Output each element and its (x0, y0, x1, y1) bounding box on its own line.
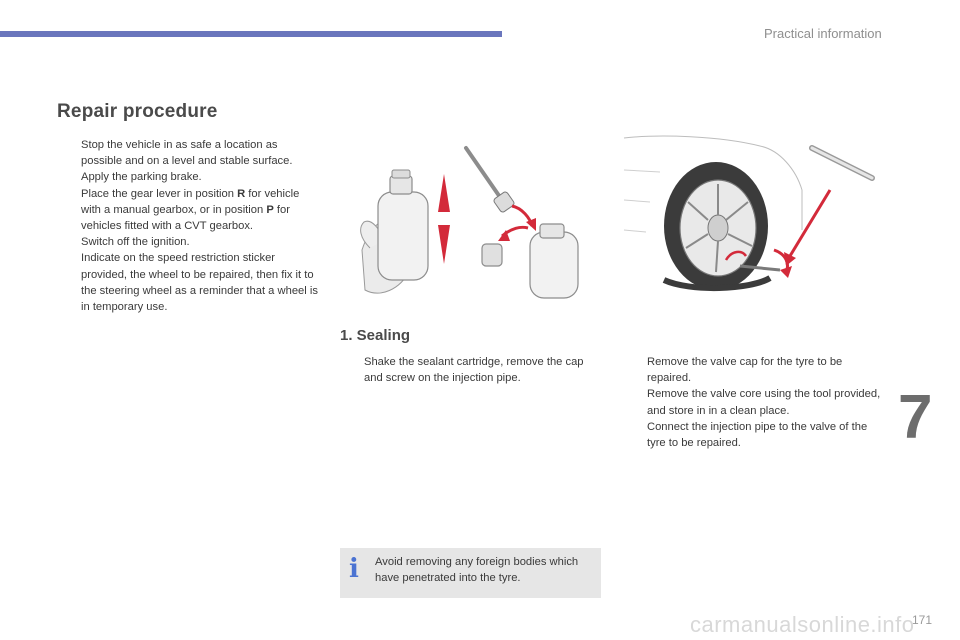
sealant-cartridge-illustration (340, 130, 598, 300)
repair-steps-list (59, 137, 321, 315)
sealing-heading: 1. Sealing (340, 327, 411, 344)
list-item: Remove the valve cap for the tyre to be repaired. (647, 356, 843, 385)
sealing-steps-right (625, 354, 885, 451)
chapter-number: 7 (898, 383, 933, 452)
header-accent-bar (0, 31, 502, 37)
list-item: Switch off the ignition. (81, 236, 190, 249)
list-item: Stop the vehicle in as safe a location as possible and on a level and stable surface. (81, 139, 293, 168)
info-note-text: Avoid removing any foreign bodies which have penetrated into the tyre. (375, 556, 579, 584)
list-item: Shake the sealant cartridge, remove the cap and screw on the injection pipe. (364, 356, 584, 385)
watermark: carmanualsonline.info (690, 612, 915, 637)
wheel-valve-illustration (620, 130, 880, 300)
list-item: Remove the valve core using the tool provided, and store in in a clean place. (647, 388, 881, 417)
list-item: Apply the parking brake. (81, 171, 202, 184)
list-item: Place the gear lever in position R for vehicle with a manual gearbox, or in position P for vehicles fitted with a CVT gearbox. (81, 187, 300, 233)
section-title: Practical information (764, 26, 882, 41)
list-item: Indicate on the speed restriction sticker provided, the wheel to be repaired, then fix it to the steering wheel as a reminder that a wheel is in temporary use. (81, 252, 318, 314)
info-note-box (340, 548, 601, 598)
sealing-steps-left (342, 354, 592, 386)
page-title: Repair procedure (57, 101, 218, 122)
page-number: 171 (912, 613, 933, 627)
list-item: Connect the injection pipe to the valve of the tyre to be repaired. (647, 420, 868, 450)
info-icon: i (349, 554, 359, 584)
